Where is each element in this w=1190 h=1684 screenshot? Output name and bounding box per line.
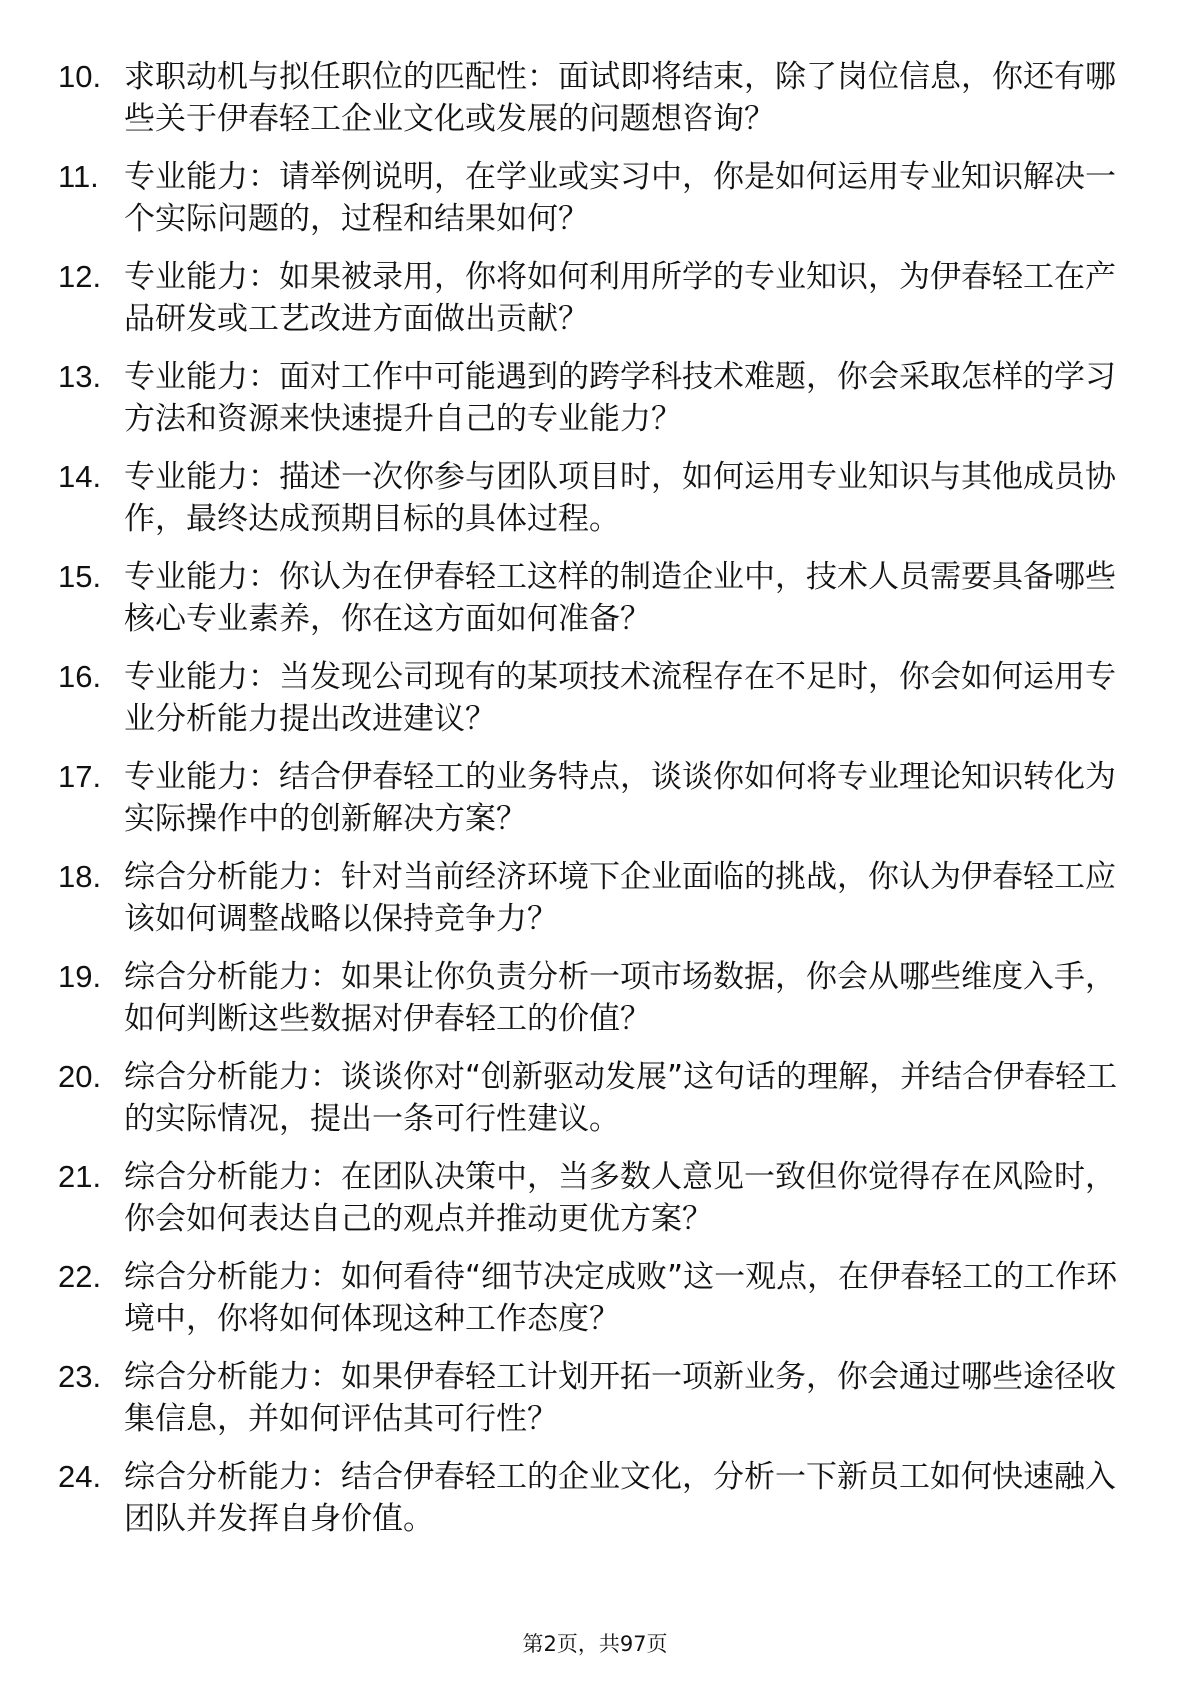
question-item	[58, 756, 1118, 840]
question-item	[58, 856, 1118, 940]
question-number: 11.	[58, 159, 99, 194]
question-item	[58, 56, 1118, 140]
question-item	[58, 556, 1118, 640]
question-number: 15.	[58, 559, 102, 594]
question-number: 23.	[58, 1359, 102, 1394]
question-number: 10.	[58, 59, 102, 94]
question-item	[58, 256, 1118, 340]
question-item	[58, 956, 1118, 1040]
question-number: 24.	[58, 1459, 102, 1494]
question-number: 12.	[58, 259, 102, 294]
question-item	[58, 1156, 1118, 1240]
question-text: 综合分析能力：谈谈你对“创新驱动发展”这句话的理解，并结合伊春轻工的实际情况，提出一条可行性建议。	[124, 1059, 1118, 1137]
question-text: 专业能力：当发现公司现有的某项技术流程存在不足时，你会如何运用专业分析能力提出改进建议？	[124, 659, 1116, 737]
question-number: 16.	[58, 659, 102, 694]
question-text: 专业能力：描述一次你参与团队项目时，如何运用专业知识与其他成员协作，最终达成预期目标的具体过程。	[124, 459, 1116, 537]
question-text: 综合分析能力：如果让你负责分析一项市场数据，你会从哪些维度入手，如何判断这些数据对伊春轻工的价值？	[124, 959, 1116, 1037]
question-item	[58, 1456, 1118, 1540]
question-text: 求职动机与拟任职位的匹配性：面试即将结束，除了岗位信息，你还有哪些关于伊春轻工企业文化或发展的问题想咨询？	[124, 59, 1116, 137]
question-number: 13.	[58, 359, 102, 394]
question-number: 18.	[58, 859, 102, 894]
question-item	[58, 1356, 1118, 1440]
question-item	[58, 1256, 1118, 1340]
question-text: 综合分析能力：如果伊春轻工计划开拓一项新业务，你会通过哪些途径收集信息，并如何评估其可行性？	[124, 1359, 1116, 1437]
question-list	[58, 56, 1118, 1556]
question-text: 综合分析能力：针对当前经济环境下企业面临的挑战，你认为伊春轻工应该如何调整战略以保持竞争力？	[124, 859, 1116, 937]
question-text: 综合分析能力：如何看待“细节决定成败”这一观点，在伊春轻工的工作环境中，你将如何体现这种工作态度？	[124, 1259, 1118, 1337]
question-text: 专业能力：结合伊春轻工的业务特点，谈谈你如何将专业理论知识转化为实际操作中的创新解决方案？	[124, 759, 1116, 837]
question-number: 20.	[58, 1059, 102, 1094]
question-item	[58, 356, 1118, 440]
question-text: 专业能力：如果被录用，你将如何利用所学的专业知识，为伊春轻工在产品研发或工艺改进方面做出贡献？	[124, 259, 1116, 337]
question-item	[58, 456, 1118, 540]
question-text: 综合分析能力：结合伊春轻工的企业文化，分析一下新员工如何快速融入团队并发挥自身价值。	[124, 1459, 1116, 1537]
question-text: 专业能力：请举例说明，在学业或实习中，你是如何运用专业知识解决一个实际问题的，过程和结果如何？	[124, 159, 1116, 237]
question-item	[58, 1056, 1118, 1140]
question-text: 专业能力：面对工作中可能遇到的跨学科技术难题，你会采取怎样的学习方法和资源来快速提升自己的专业能力？	[124, 359, 1116, 437]
question-number: 21.	[58, 1159, 102, 1194]
question-item	[58, 656, 1118, 740]
question-text: 综合分析能力：在团队决策中，当多数人意见一致但你觉得存在风险时，你会如何表达自己的观点并推动更优方案？	[124, 1159, 1116, 1237]
page-number-footer: 第2页，共97页	[522, 1632, 668, 1656]
question-text: 专业能力：你认为在伊春轻工这样的制造企业中，技术人员需要具备哪些核心专业素养，你在这方面如何准备？	[124, 559, 1116, 637]
question-number: 17.	[58, 759, 102, 794]
question-number: 14.	[58, 459, 102, 494]
question-number: 19.	[58, 959, 102, 994]
question-item	[58, 156, 1118, 240]
question-number: 22.	[58, 1259, 102, 1294]
